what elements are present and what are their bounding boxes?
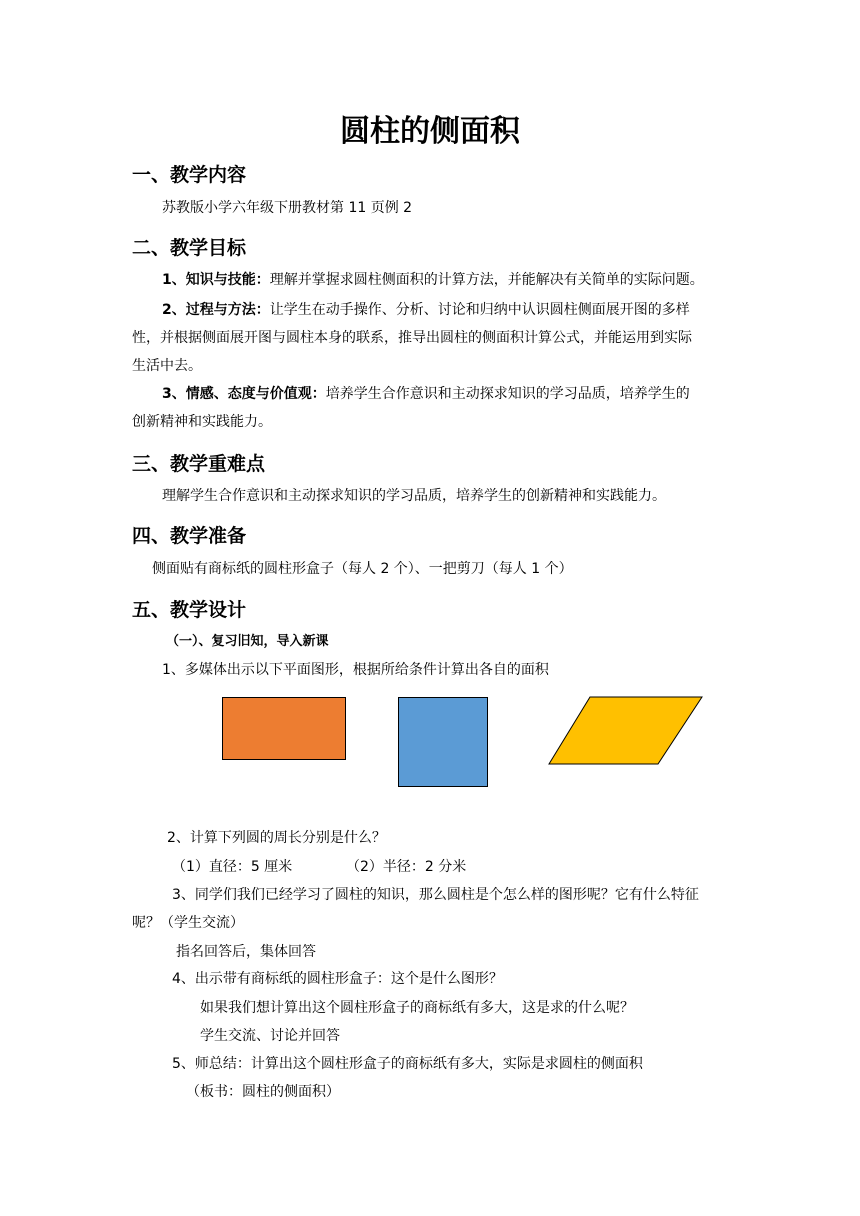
goal-2-line3: 生活中去。	[132, 358, 202, 374]
goal-2-line2: 性，并根据侧面展开图与圆柱本身的联系，推导出圆柱的侧面积计算公式，并能运用到实际	[132, 330, 692, 346]
item-3-note: 指名回答后，集体回答	[176, 944, 316, 960]
goal-3-label: 3、情感、态度与价值观：	[162, 386, 326, 402]
content-text: 苏教版小学六年级下册教材第 11 页例 2	[162, 200, 413, 216]
goal-3	[162, 387, 690, 401]
goal-2-line1: 让学生在动手操作、分析、讨论和归纳中认识圆柱侧面展开图的多样	[269, 302, 690, 318]
section-heading-goals: 二、教学目标	[132, 237, 247, 259]
orange-rectangle	[222, 697, 346, 760]
item-4-question: 如果我们想计算出这个圆柱形盒子的商标纸有多大，这是求的什么呢？	[200, 1000, 634, 1016]
item-1: 1、多媒体出示以下平面图形，根据所给条件计算出各自的面积	[162, 662, 549, 678]
item-2-radius: （2）半径：2 分米	[346, 859, 467, 875]
section-heading-preparation: 四、教学准备	[132, 525, 247, 547]
document-title: 圆柱的侧面积	[340, 114, 520, 149]
item-4-answer: 学生交流、讨论并回答	[200, 1028, 340, 1044]
item-2-diameter: （1）直径：5 厘米	[172, 859, 293, 875]
goal-2	[162, 303, 690, 317]
preparation-text: 侧面贴有商标纸的圆柱形盒子（每人 2 个）、一把剪刀（每人 1 个）	[152, 561, 573, 577]
goal-1-label: 1、知识与技能：	[162, 272, 270, 288]
goal-1	[162, 273, 704, 287]
section-heading-content: 一、教学内容	[132, 164, 247, 186]
key-points-text: 理解学生合作意识和主动探求知识的学习品质，培养学生的创新精神和实践能力。	[162, 488, 666, 504]
item-3-line2: 呢？（学生交流）	[132, 915, 244, 931]
goal-3-line1: 培养学生合作意识和主动探求知识的学习品质，培养学生的	[325, 386, 690, 402]
subsection-review: （一）、复习旧知，导入新课	[166, 634, 329, 649]
item-4: 4、出示带有商标纸的圆柱形盒子：这个是什么图形？	[172, 971, 503, 987]
section-heading-design: 五、教学设计	[132, 599, 247, 621]
goal-1-text: 理解并掌握求圆柱侧面积的计算方法，并能解决有关简单的实际问题。	[269, 272, 704, 288]
item-5: 5、师总结：计算出这个圆柱形盒子的商标纸有多大，实际是求圆柱的侧面积	[172, 1056, 643, 1072]
item-2: 2、计算下列圆的周长分别是什么？	[167, 830, 386, 846]
item-3-line1: 3、同学们我们已经学习了圆柱的知识，那么圆柱是个怎么样的图形呢？它有什么特征	[172, 887, 699, 903]
goal-2-label: 2、过程与方法：	[162, 302, 270, 318]
section-heading-key-points: 三、教学重难点	[132, 453, 266, 475]
goal-3-line2: 创新精神和实践能力。	[132, 414, 272, 430]
blue-square	[398, 697, 488, 787]
item-5-note: （板书：圆柱的侧面积）	[186, 1084, 340, 1100]
yellow-parallelogram	[546, 696, 706, 768]
